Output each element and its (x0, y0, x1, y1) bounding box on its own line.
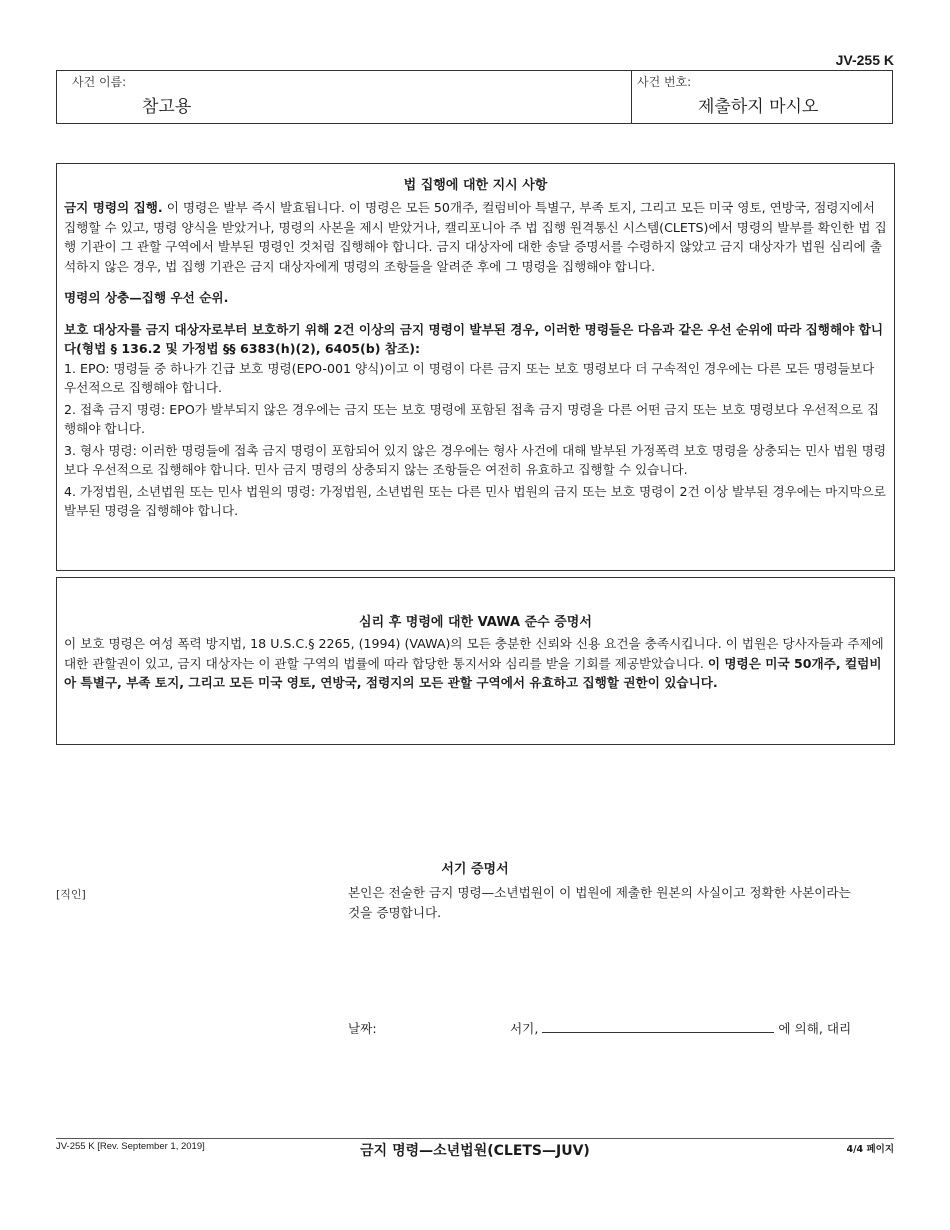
case-number-value: 제출하지 마시오 (698, 97, 819, 117)
priority-item-criminal: 3. 형사 명령: 이러한 명령들에 접촉 금지 명령이 포함되어 있지 않은 경우에는 형사 사건에 대해 발부된 가정폭력 보호 명령을 상충되는 민사 법원 명령보다 우선적으로 집행해야 합니다. 민사 금지 명령의 상충되지 않는 조항들은 여전히 유효하고 집행할 수 있습니다. (64, 442, 887, 477)
priority-item-family: 4. 가정법원, 소년법원 또는 민사 법원의 명령: 가정법원, 소년법원 또는 다른 민사 법원의 금지 또는 보호 명령이 2건 이상 발부된 경우에는 마지막으로 발부된 명령을 집행해야 합니다. (64, 483, 886, 518)
vawa-text: 이 보호 명령은 여성 폭력 방지법, 18 U.S.C.§ 2265, (1994) (VAWA)의 모든 충분한 신뢰와 신용 요건을 충족시킵니다. 이 법원은 당사자들과 주제에 대한 관할권이 있고, 금지 대상자는 이 관할 구역의 법률에 따라 합당한 통지서와 심리를 받을 기회를 제공받았습니다. (64, 636, 884, 671)
vawa-paragraph (64, 634, 887, 693)
instructions-title: 법 집행에 대한 지시 사항 (403, 178, 548, 193)
footer-rule (56, 1138, 894, 1139)
vawa-box (56, 577, 895, 745)
clerk-title: 서기 증명서 (441, 862, 509, 877)
case-name-label: 사건 이름: (72, 75, 127, 89)
date-label: 날짜: (348, 1021, 377, 1036)
instructions-box (56, 163, 895, 571)
enforcement-paragraph (64, 198, 887, 276)
conflict-heading: 명령의 상충—집행 우선 순위. (64, 290, 229, 305)
clerk-certification: 본인은 전술한 금지 명령—소년법원이 이 법원에 제출한 원본의 사실이고 정확한 사본이라는 것을 증명합니다. (348, 885, 851, 920)
form-id: JV-255 K (835, 52, 894, 68)
footer-title: 금지 명령—소년법원(CLETS—JUV) (360, 1143, 590, 1159)
case-name-value: 참고용 (142, 97, 192, 117)
clerk-label: 서기, (510, 1021, 539, 1036)
conflict-intro: 보호 대상자를 금지 대상자로부터 보호하기 위해 2건 이상의 금지 명령이 발부된 경우, 이러한 명령들은 다음과 같은 우선 순위에 따라 집행해야 합니다(형법 § 136.2 및 가정법 §§ 6383(h)(2), 6405(b) 참조): (64, 321, 884, 356)
page-number: 4/4 페이지 (846, 1144, 894, 1155)
court-seal: [직인] (56, 888, 86, 901)
clerk-signature-row (510, 1019, 851, 1039)
caption-divider (631, 70, 632, 124)
priority-item-no-contact: 2. 접촉 금지 명령: EPO가 발부되지 않은 경우에는 금지 또는 보호 명령에 포함된 접촉 금지 명령을 다른 어떤 금지 또는 보호 명령보다 우선적으로 집행해야 합니다. (64, 401, 880, 436)
clerk-signature-line[interactable] (542, 1019, 774, 1033)
vawa-bold-text: 이 명령은 미국 50개주, 컬럼비아 특별구, 부족 토지, 그리고 모든 미국 영토, 연방국, 점령지의 모든 관할 구역에서 유효하고 집행할 권한이 있습니다. (64, 655, 882, 690)
enforcement-lead: 금지 명령의 집행. (64, 200, 163, 215)
vawa-title: 심리 후 명령에 대한 VAWA 준수 증명서 (359, 615, 592, 630)
priority-item-epo: 1. EPO: 명령들 중 하나가 긴급 보호 명령(EPO-001 양식)이고 이 명령이 다른 금지 또는 보호 명령보다 더 구속적인 경우에는 다른 모든 명령들보다 우선적으로 집행해야 합니다. (64, 360, 875, 395)
enforcement-text: 이 명령은 발부 즉시 발효됩니다. 이 명령은 모든 50개주, 컬럼비아 특별구, 부족 토지, 그리고 모든 미국 영토, 연방국, 점령지에서 집행할 수 있고, 명령 양식을 받았거나, 명령의 사본을 제시 받았거나, 캘리포니아 주 법 집행 원격통신 시스템(CLETS)에서 명령의 발부를 확인한 법 집행 기관이 그 관할 구역에서 발부된 명령인 것처럼 집행해야 합니다. 금지 대상자에 대한 송달 증명서를 수령하지 않았고 금지 대상자가 법원 심리에 출석하지 않은 경우, 법 집행 기관은 금지 대상자에게 명령의 조항들을 알려준 후에 그 명령을 집행해야 합니다. (64, 200, 887, 274)
footer-form-id: JV-255 K [Rev. September 1, 2019] (56, 1141, 205, 1152)
case-number-label: 사건 번호: (637, 75, 692, 89)
deputy-label: 에 의해, 대리 (778, 1021, 852, 1036)
